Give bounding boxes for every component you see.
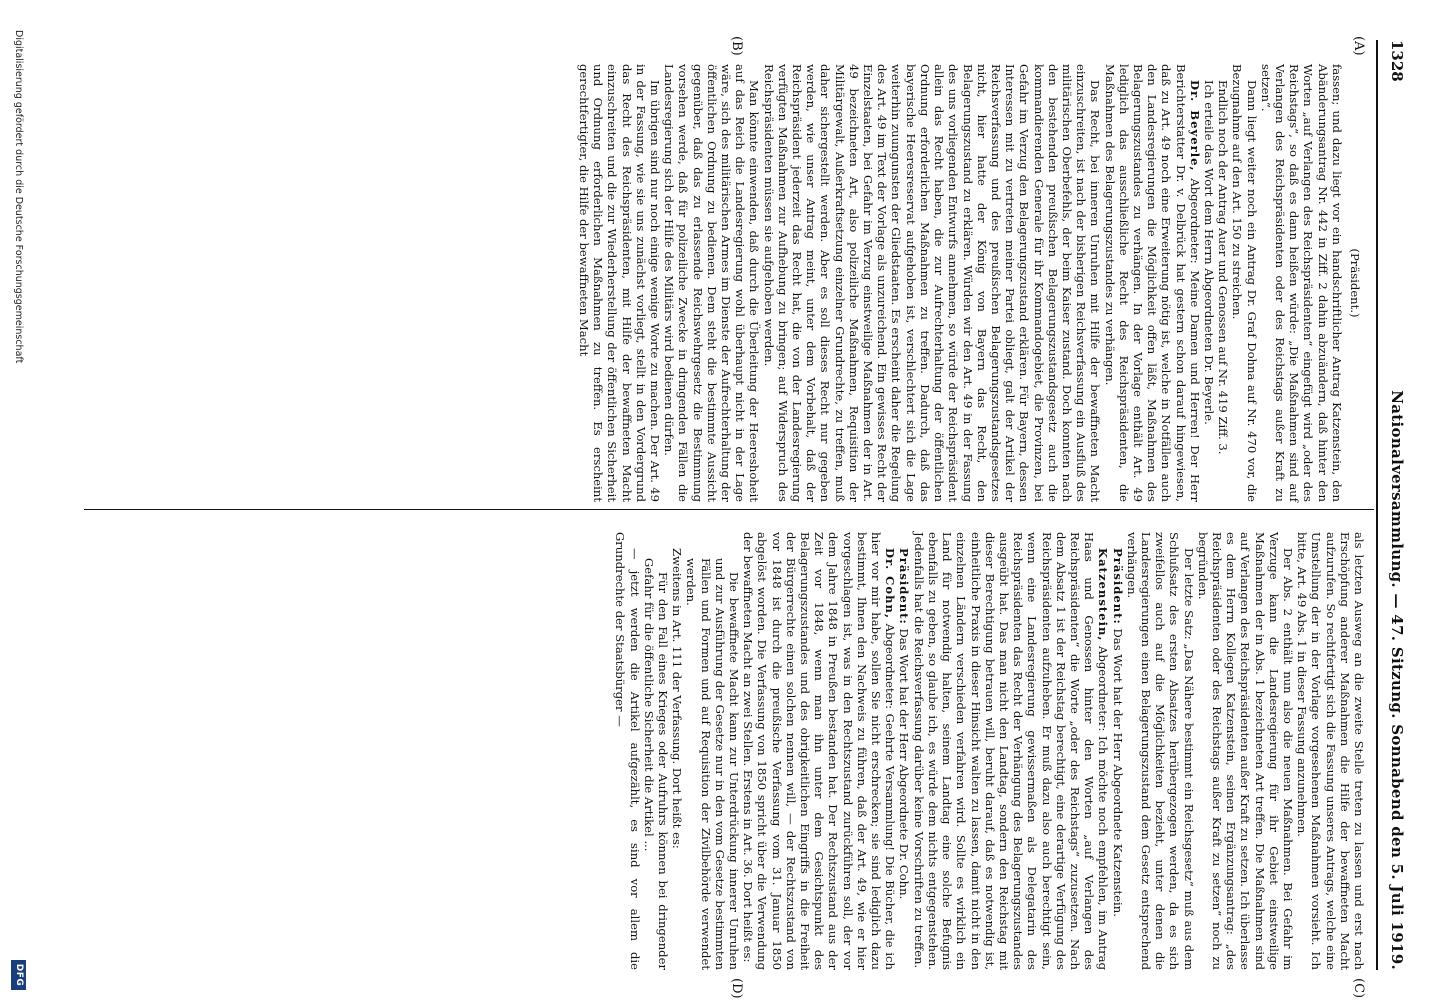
margin-mark-b: (B) bbox=[729, 36, 744, 56]
paragraph: Man könnte einwenden, daß durch die Überleitung der Heereshoheit auf das Reich die Landesregierung wohl überhaupt nicht in der Lage wäre, sich des militärischen Armes im Dienste der Aufrechterhaltung der öffentlichen Ordnung zu bedienen. Dem steht die bestimmte Aussicht gegenüber, daß das zu erlassende Reichswehrgesetz die Bestimmung vorsehen werde, daß für polizeiliche Zwecke in dringenden Fällen die Landesregierung sich der Hilfe des Militärs wird bedienen dürfen. bbox=[662, 64, 762, 502]
margin-mark-c: (C) bbox=[1351, 978, 1366, 999]
funding-note: Digitalisierung gefördert durch die Deutsche Forschungsgemeinschaft bbox=[13, 30, 24, 364]
page-number: 1328 bbox=[1388, 40, 1406, 82]
paragraph: Dann liegt weiter noch ein Antrag Dr. Graf Dohna auf Nr. 470 vor, die Bezugnahme auf den Art. 150 zu streichen. bbox=[1230, 64, 1259, 502]
speaker-name: Dr. Cohn, bbox=[883, 548, 898, 619]
speech-paragraph bbox=[912, 532, 1111, 970]
paragraph: Im übrigen sind nur noch einige wenige Worte zu machen. Der Art. 49 in der Fassung, wie sie uns zunächst vorliegt, stellt in den Vordergrund das Recht des Reichspräsidenten, mit Hilfe der bewaffneten Macht einzuschreiten und die zur Wiederherstellung der öffentlichen Sicherheit und Ordnung erforderlichen Maßnahmen zu treffen. Es erscheint gerechtfertigter, die Hilfe der bewaffneten Macht bbox=[577, 64, 663, 502]
left-column bbox=[577, 64, 1366, 502]
speech-text: Das Wort hat der Herr Abgeordnete Katzenstein. bbox=[1110, 628, 1125, 917]
page-footer bbox=[6, 0, 30, 1000]
header-rule bbox=[1376, 40, 1378, 970]
president-paragraph bbox=[1110, 532, 1124, 970]
margin-mark-a: (A) bbox=[1351, 36, 1366, 56]
speaker-tag: (Präsident.) bbox=[1348, 248, 1362, 318]
speaker-name: Dr. Beyerle, bbox=[1187, 80, 1202, 172]
right-column bbox=[613, 532, 1366, 970]
paragraph: als letzten Ausweg an die zweite Stelle treten zu lassen und erst nach Erschöpfung anderer Maßnahmen die Hilfe der bewaffneten Macht aufzurufen. So rechtfertigt sich die Fassung unseres Antrags, welche eine Umstellung der in der Vorlage vorgesehenen Maßnahmen vorsieht. Ich bitte, Art. 49 Abs. 1 in dieser Fassung anzunehmen. bbox=[1295, 532, 1366, 970]
speech-paragraph bbox=[1102, 64, 1201, 502]
speaker-name: Präsident: bbox=[1110, 548, 1125, 625]
speaker-name: Präsident: bbox=[897, 548, 912, 625]
paragraph: Zweitens in Art. 111 der Verfassung. Dort heißt es: bbox=[670, 548, 685, 849]
speaker-name: Katzenstein, bbox=[1096, 548, 1111, 642]
dfg-logo: DFG bbox=[11, 960, 26, 990]
paragraph: Der Abs. 2 enthält nun also die neuen Maßnahmen. Bei Gefahr im Verzuge kann die Landesregierung für ihr Gebiet einstweilige Maßnahmen der in Abs. 1 bezeichneten Art treffen. Die Maßnahmen sind auf Verlangen des Reichspräsidenten außer Kraft zu setzen. Ich überlasse es dem Herrn Kollegen Katzenstein, seinen Ergänzungsantrag: „des Reichspräsidenten oder des Reichstags außer Kraft zu setzen“ noch zu begründen. bbox=[1195, 532, 1295, 970]
paragraph: Das Recht, bei inneren Unruhen mit Hilfe der bewaffneten Macht einzuschreiten, ist nach der bisherigen Reichsverfassung ein Ausfluß des militärischen Oberbefehls, der beim Kaiser zustand. Doch konnten nach den bestehenden preußischen Belagerungszustandsgesetz auch die kommandierenden Generale für ihr Kommandogebiet, die Provinzen, bei Gefahr im Verzug den Belagerungszustand erklären. Für Bayern, dessen Interessen mit zu vertreten meiner Partei obliegt, galt der Artikel der Reichsverfassung und des preußischen Belagerungszustandsgesetzes nicht, hier hatte der König von Bayern das Recht, den Belagerungszustand zu erklären. Würden wir den Art. 49 in der Fassung des uns vorliegenden Entwurfs annehmen, so würde der Reichspräsident allein das Recht haben, die zur Aufrechterhaltung der öffentlichen Ordnung erforderlichen Maßnahmen zu treffen. Dadurch, daß das bayerische Heeresreservat aufgehoben ist, verschlechtert sich die Lage weiterhin zuungunsten der Gliedstaaten. Es erscheint daher die Regelung des Art. 49 im Text der Vorlage als unzureichend. Ein gewisses Recht der Einzelstaaten, bei Gefahr im Verzug einstweilige Maßnahmen der in Art. 49 bezeichneten Art, also polizeiliche Maßnahmen, Requisition der Militärgewalt, Außerkraftsetzung einzelner Grundrechte, zu treffen, muß daher sichergestellt werden. Aber es soll dieses Recht nur gegeben werden, wie unser Antrag meint, unter dem Vorbehalt, daß der Reichspräsident jederzeit das Recht hat, die von der Landesregierung verfügten Maßnahmen zur Aufhebung zu bringen; auf Widerspruch des Reichspräsidenten müssen sie aufgehoben werden. bbox=[761, 64, 1103, 502]
speech-paragraph bbox=[741, 532, 897, 970]
paragraph: Der letzte Satz: „Das Nähere bestimmt ein Reichsgesetz“ muß aus dem Schlußsatz des ersten Absatzes herübergezogen werden, da es sich zweifellos auch auf die Möglichkeiten bezieht, unter denen die Landesregierungen einen Belagerungszustand dem Gesetz entsprechend verhängen. bbox=[1124, 532, 1196, 970]
paragraph: — jetzt werden die Artikel aufgezählt, es sind vor allem die Grundrechte der Staatsbürger — bbox=[613, 532, 642, 970]
margin-mark-d: (D) bbox=[729, 978, 744, 999]
page-title: Nationalversammlung. — 47. Sitzung. Sonnabend den 5. Juli 1919. bbox=[1388, 390, 1406, 970]
president-paragraph bbox=[897, 532, 911, 970]
quotation: Die bewaffnete Macht kann zur Unterdrückung innerer Unruhen und zur Ausführung der Gesetze nur in den vom Gesetze bestimmten Fällen und Formen und auf Requisition der Zivilbehörde verwendet werden. bbox=[684, 558, 742, 970]
speech-text: Abgeordneter: Meine Damen und Herren! Der Herr Berichterstatter Dr. v. Delbrück hat gestern schon darauf hingewiesen, daß zu Art. 49 noch eine Erweiterung nötig ist, welche in Notfällen auch den Landesregierungen die Möglichkeit offen läßt, Maßnahmen des Belagerungszustandes zu verhängen. In der Vorlage enthält Art. 49 lediglich das ausschließliche Recht des Reichspräsidenten, die Maßnahmen des Belagerungszustandes zu verhängen. bbox=[1102, 64, 1202, 502]
paragraph: Endlich noch der Antrag Auer und Genossen auf Nr. 419 Ziff. 3. bbox=[1216, 80, 1231, 455]
speech-text: Das Wort hat der Herr Abgeordnete Dr. Cohn. bbox=[897, 628, 912, 900]
quotation: Für den Fall eines Krieges oder Aufruhrs können bei dringender Gefahr für die öffentliche Sicherheit die Artikel ... bbox=[641, 558, 671, 970]
column-divider bbox=[84, 509, 1374, 510]
speech-text: Abgeordneter: Ich möchte noch empfehlen, im Antrag Haas und Genossen hinter den Worten „auf Verlangen des Reichspräsidenten“ die Worte „oder des Reichstags“ zuzusetzen. Nach dem Absatz 1 ist der Reichstag berechtigt, eine derartige Verfügung des Reichspräsidenten aufzuheben. Er muß dazu also auch berechtigt sein, wenn eine Landesregierung gewissermaßen als Delegatarin des Reichspräsidenten das Recht der Verhängung des Belagerungszustandes ausgeübt hat. Das man nicht den Landtag, sondern den Reichstag mit dieser Berechtigung betrauen will, beruht darauf, daß es notwendig ist, einheitliche Praxis in dieser Hinsicht walten zu lassen, damit nicht in den einzelnen Ländern verschieden verfahren wird. Sollte es wirklich ein Land für notwendig halten, seinem Landtag eine solche Befugnis ebenfalls zu geben, so glaube ich, es würde dem nichts entgegenstehen. Jedenfalls hat die Reichsverfassung darüber keine Vorschriften zu treffen. bbox=[911, 532, 1111, 970]
paragraph: Ich erteile das Wort dem Herrn Abgeordneten Dr. Beyerle. bbox=[1201, 80, 1216, 425]
paragraph: fassen; und dazu liegt vor ein handschriftlicher Antrag Katzenstein, den Abänderungsantrag Nr. 442 in Ziff. 2 dahin abzuändern, daß hinter den Worten „auf Verlangen des Reichspräsidenten“ eingefügt wird „oder des Reichstags“, so daß es dann heißen würde: „Die Maßnahmen sind auf Verlangen des Reichspräsidenten oder des Reichstags außer Kraft zu setzen“. bbox=[1258, 64, 1344, 502]
page-header bbox=[1376, 40, 1416, 970]
speech-text: Abgeordneter: Geehrte Versammlung! Die Bücher, die ich hier vor mir habe, sollen Sie nicht erschrecken; sie sind lediglich dazu bestimmt, Ihnen den Nachweis zu führen, daß der Art. 49, wie er hier vorgeschlagen ist, was in den Rechtszustand zurückführen soll, der vor dem Jahre 1848 in Preußen bestanden hat. Der Rechtszustand aus der Zeit vor 1848, wenn man ihn unter dem Gesichtspunkt des Belagerungszustandes und des obrigkeitlichen Eingriffs in die Freiheit der Bürgerrechte einen solchen nennen will, — der Rechtszustand von vor 1848 ist durch die preußische Verfassung vom 31. Januar 1850 abgelöst worden. Die Verfassung von 1850 spricht über die Verwendung der bewaffneten Macht an zwei Stellen. Erstens in Art. 36. Dort heißt es: bbox=[741, 532, 898, 970]
